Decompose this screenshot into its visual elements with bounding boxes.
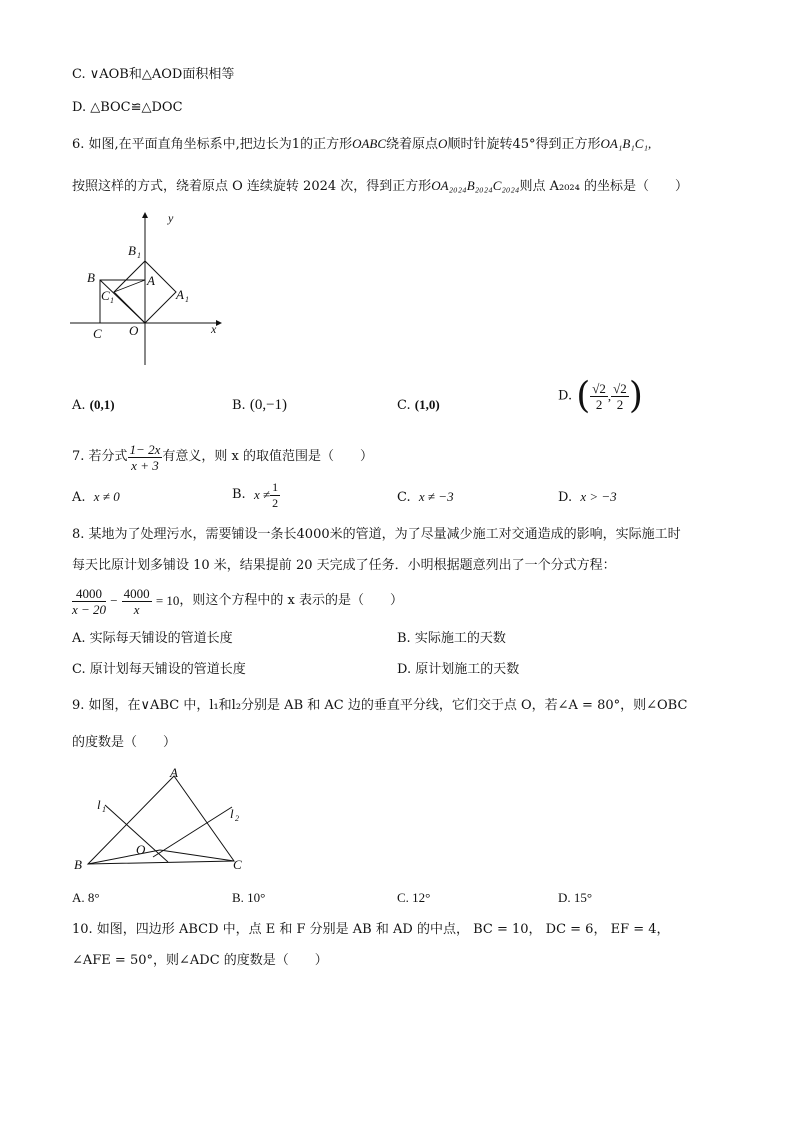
label-a1: A <box>176 287 184 302</box>
label-x: x <box>211 322 217 336</box>
q9-figure <box>70 762 260 877</box>
q6-option-a: A. (0,1) <box>72 397 115 413</box>
q10-stem-line2: ∠AFE = 50°，则∠ADC 的度数是（ ） <box>72 953 328 968</box>
label-a1-sub: 1 <box>185 295 189 304</box>
q5-option-c: C. ∨AOB和△AOD面积相等 <box>72 67 235 82</box>
q9-option-d: D. 15° <box>558 890 593 905</box>
label-c: C <box>233 857 242 872</box>
line-l2 <box>153 807 232 857</box>
x-axis-arrow <box>216 320 222 326</box>
label-l2-sub: 2 <box>235 814 239 823</box>
q6-option-d: D. ( $\frac{√2}{2}$ , $\frac{√2}{2}$ ) <box>558 375 643 417</box>
q7-option-b: B. x ≠ $\frac{1}{2}$ <box>232 479 279 510</box>
label-o: O <box>129 323 139 338</box>
label-a: A <box>170 765 178 780</box>
q9-stem-line1: 9. 如图，在∨ABC 中，l₁和l₂分别是 AB 和 AC 边的垂直平分线，它们交于点 O，若∠A = 80°，则∠OBC <box>72 698 688 713</box>
q9-option-a: A. 8° <box>72 890 100 905</box>
q8-option-b: B. 实际施工的天数 <box>397 631 506 646</box>
q5-option-d: D. △BOC≌△DOC <box>72 100 183 115</box>
label-l2: l <box>230 806 234 821</box>
label-b: B <box>87 270 95 285</box>
q6-option-c: C. (1,0) <box>397 397 440 413</box>
segment-oc <box>160 850 234 861</box>
q9-option-b: B. 10° <box>232 890 266 905</box>
label-c: C <box>93 326 102 341</box>
label-b: B <box>74 857 82 872</box>
q9-option-c: C. 12° <box>397 890 431 905</box>
q6-stem-line1: 6. 如图,在平面直角坐标系中,把边长为1的正方形OABC绕着原点O顺时针旋转45°得到正方形OA₁B₁C₁, <box>72 136 652 152</box>
q6-stem-line2: 按照这样的方式，绕着原点 O 连续旋转 2024 次，得到正方形OA₂₀₂₄B₂₀₂₄C₂₀₂₄则点 A₂₀₂₄ 的坐标是（ ） <box>72 178 688 194</box>
q8-stem-line2: 每天比原计划多铺设 10 米，结果提前 20 天完成了任务．小明根据题意列出了一个分式方程： <box>72 558 616 573</box>
q8-option-d: D. 原计划施工的天数 <box>397 662 520 677</box>
q6-figure <box>66 210 226 370</box>
q8-option-a: A. 实际每天铺设的管道长度 <box>72 631 233 646</box>
q7-option-a: A. x ≠ 0 <box>72 489 120 505</box>
label-c1-sub: 1 <box>110 296 114 305</box>
q8-option-c: C. 原计划每天铺设的管道长度 <box>72 662 246 677</box>
label-l1-sub: 1 <box>102 805 106 814</box>
q6-option-b: B. (0,−1) <box>232 397 288 413</box>
segment-ob <box>88 850 160 864</box>
label-c1: C <box>101 288 110 303</box>
q9-stem-line2: 的度数是（ ） <box>72 735 177 750</box>
q7-stem: 7. 若分式 $\frac{1- 2x}{x + 3}$ 有意义，则 x 的取值范围是（ ） <box>72 441 373 473</box>
y-axis-arrow <box>142 212 148 218</box>
label-b1-sub: 1 <box>137 251 141 260</box>
q10-stem-line1: 10. 如图，四边形 ABCD 中，点 E 和 F 分别是 AB 和 AD 的中点， BC = 10， DC = 6， EF = 4， <box>72 922 670 937</box>
label-o: O <box>136 842 146 857</box>
q8-stem-line1: 8. 某地为了处理污水，需要铺设一条长4000米的管道，为了尽量减少施工对交通造成的影响，实际施工时 <box>72 527 681 542</box>
segment-c1a <box>114 280 145 292</box>
q8-stem-line3: $\frac{4000}{x - 20}$ − $\frac{4000}{x}$ = 10，则这个方程中的 x 表示的是（ ） <box>72 585 404 617</box>
label-l1: l <box>97 797 101 812</box>
q7-option-d: D. x > −3 <box>558 489 617 505</box>
q7-option-c: C. x ≠ −3 <box>397 489 454 505</box>
label-a: A <box>147 273 155 288</box>
label-y: y <box>168 211 174 225</box>
label-b1: B <box>128 243 136 258</box>
